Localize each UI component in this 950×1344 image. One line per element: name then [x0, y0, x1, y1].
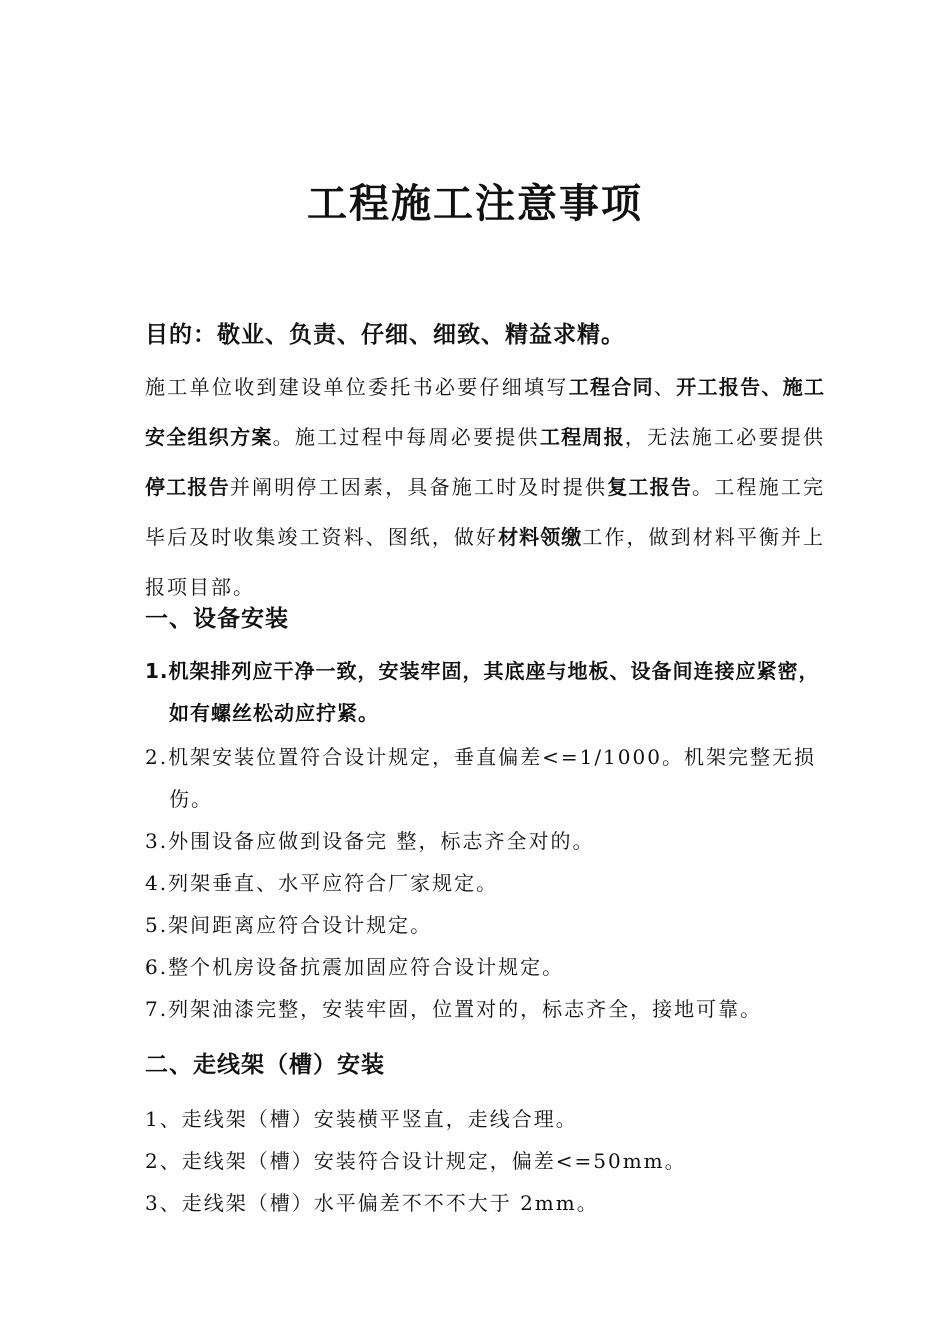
section-1-item: 7.列架油漆完整，安装牢固，位置对的，标志齐全，接地可靠。 [145, 997, 763, 1021]
section-1-item: 6.整个机房设备抗震加固应符合设计规定。 [145, 955, 565, 979]
intro-paragraph [145, 362, 825, 612]
section-1-item: 1.机架排列应干净一致，安装牢固，其底座与地板、设备间连接应紧密，如有螺丝松动应拧紧。 [145, 659, 820, 725]
intro-segment-bold: 停工报告 [145, 475, 230, 499]
intro-segment-bold: 工程周报 [539, 425, 625, 449]
intro-segment: 施工单位收到建设单位委托书必要仔细填写 [145, 375, 569, 399]
section-2-heading: 二、走线架（槽）安装 [145, 1052, 385, 1078]
section-1-heading: 一、设备安装 [145, 606, 289, 632]
intro-segment-bold: 工程合同 [568, 375, 654, 399]
document-title: 工程施工注意事项 [307, 181, 643, 227]
purpose-line: 目的：敬业、负责、仔细、细致、精益求精。 [145, 322, 625, 348]
intro-segment: 并阐明停工因素，具备施工时及时提供 [229, 475, 608, 499]
intro-segment: 。工程施工完毕后及时收集竣工资料、图纸，做好 [145, 475, 826, 549]
intro-segment: 、 [653, 375, 677, 399]
section-2-item: 2、走线架（槽）安装符合设计规定，偏差<=50mm。 [145, 1149, 687, 1173]
section-2-item: 1、走线架（槽）安装横平竖直，走线合理。 [145, 1107, 578, 1131]
section-1-item: 5.架间距离应符合设计规定。 [145, 913, 433, 937]
section-2-item: 3、走线架（槽）水平偏差不不不大于 2mm。 [145, 1191, 599, 1215]
intro-segment-bold: 复工报告 [607, 475, 693, 499]
section-1-item: 4.列架垂直、水平应符合厂家规定。 [145, 871, 499, 895]
intro-segment: 工作，做到材料平衡并上报项目部。 [145, 525, 826, 599]
intro-segment-bold: 开工报告、施工安全组织方案 [145, 375, 826, 449]
section-1-item: 2.机架安装位置符合设计规定，垂直偏差<=1/1000。机架完整无损伤。 [145, 745, 816, 811]
intro-segment: 。施工过程中每周必要提供 [272, 425, 540, 449]
section-1-item: 3.外围设备应做到设备完 整，标志齐全对的。 [145, 829, 595, 853]
intro-segment-bold: 材料领缴 [498, 525, 583, 549]
intro-segment: ，无法施工必要提供 [624, 425, 826, 449]
